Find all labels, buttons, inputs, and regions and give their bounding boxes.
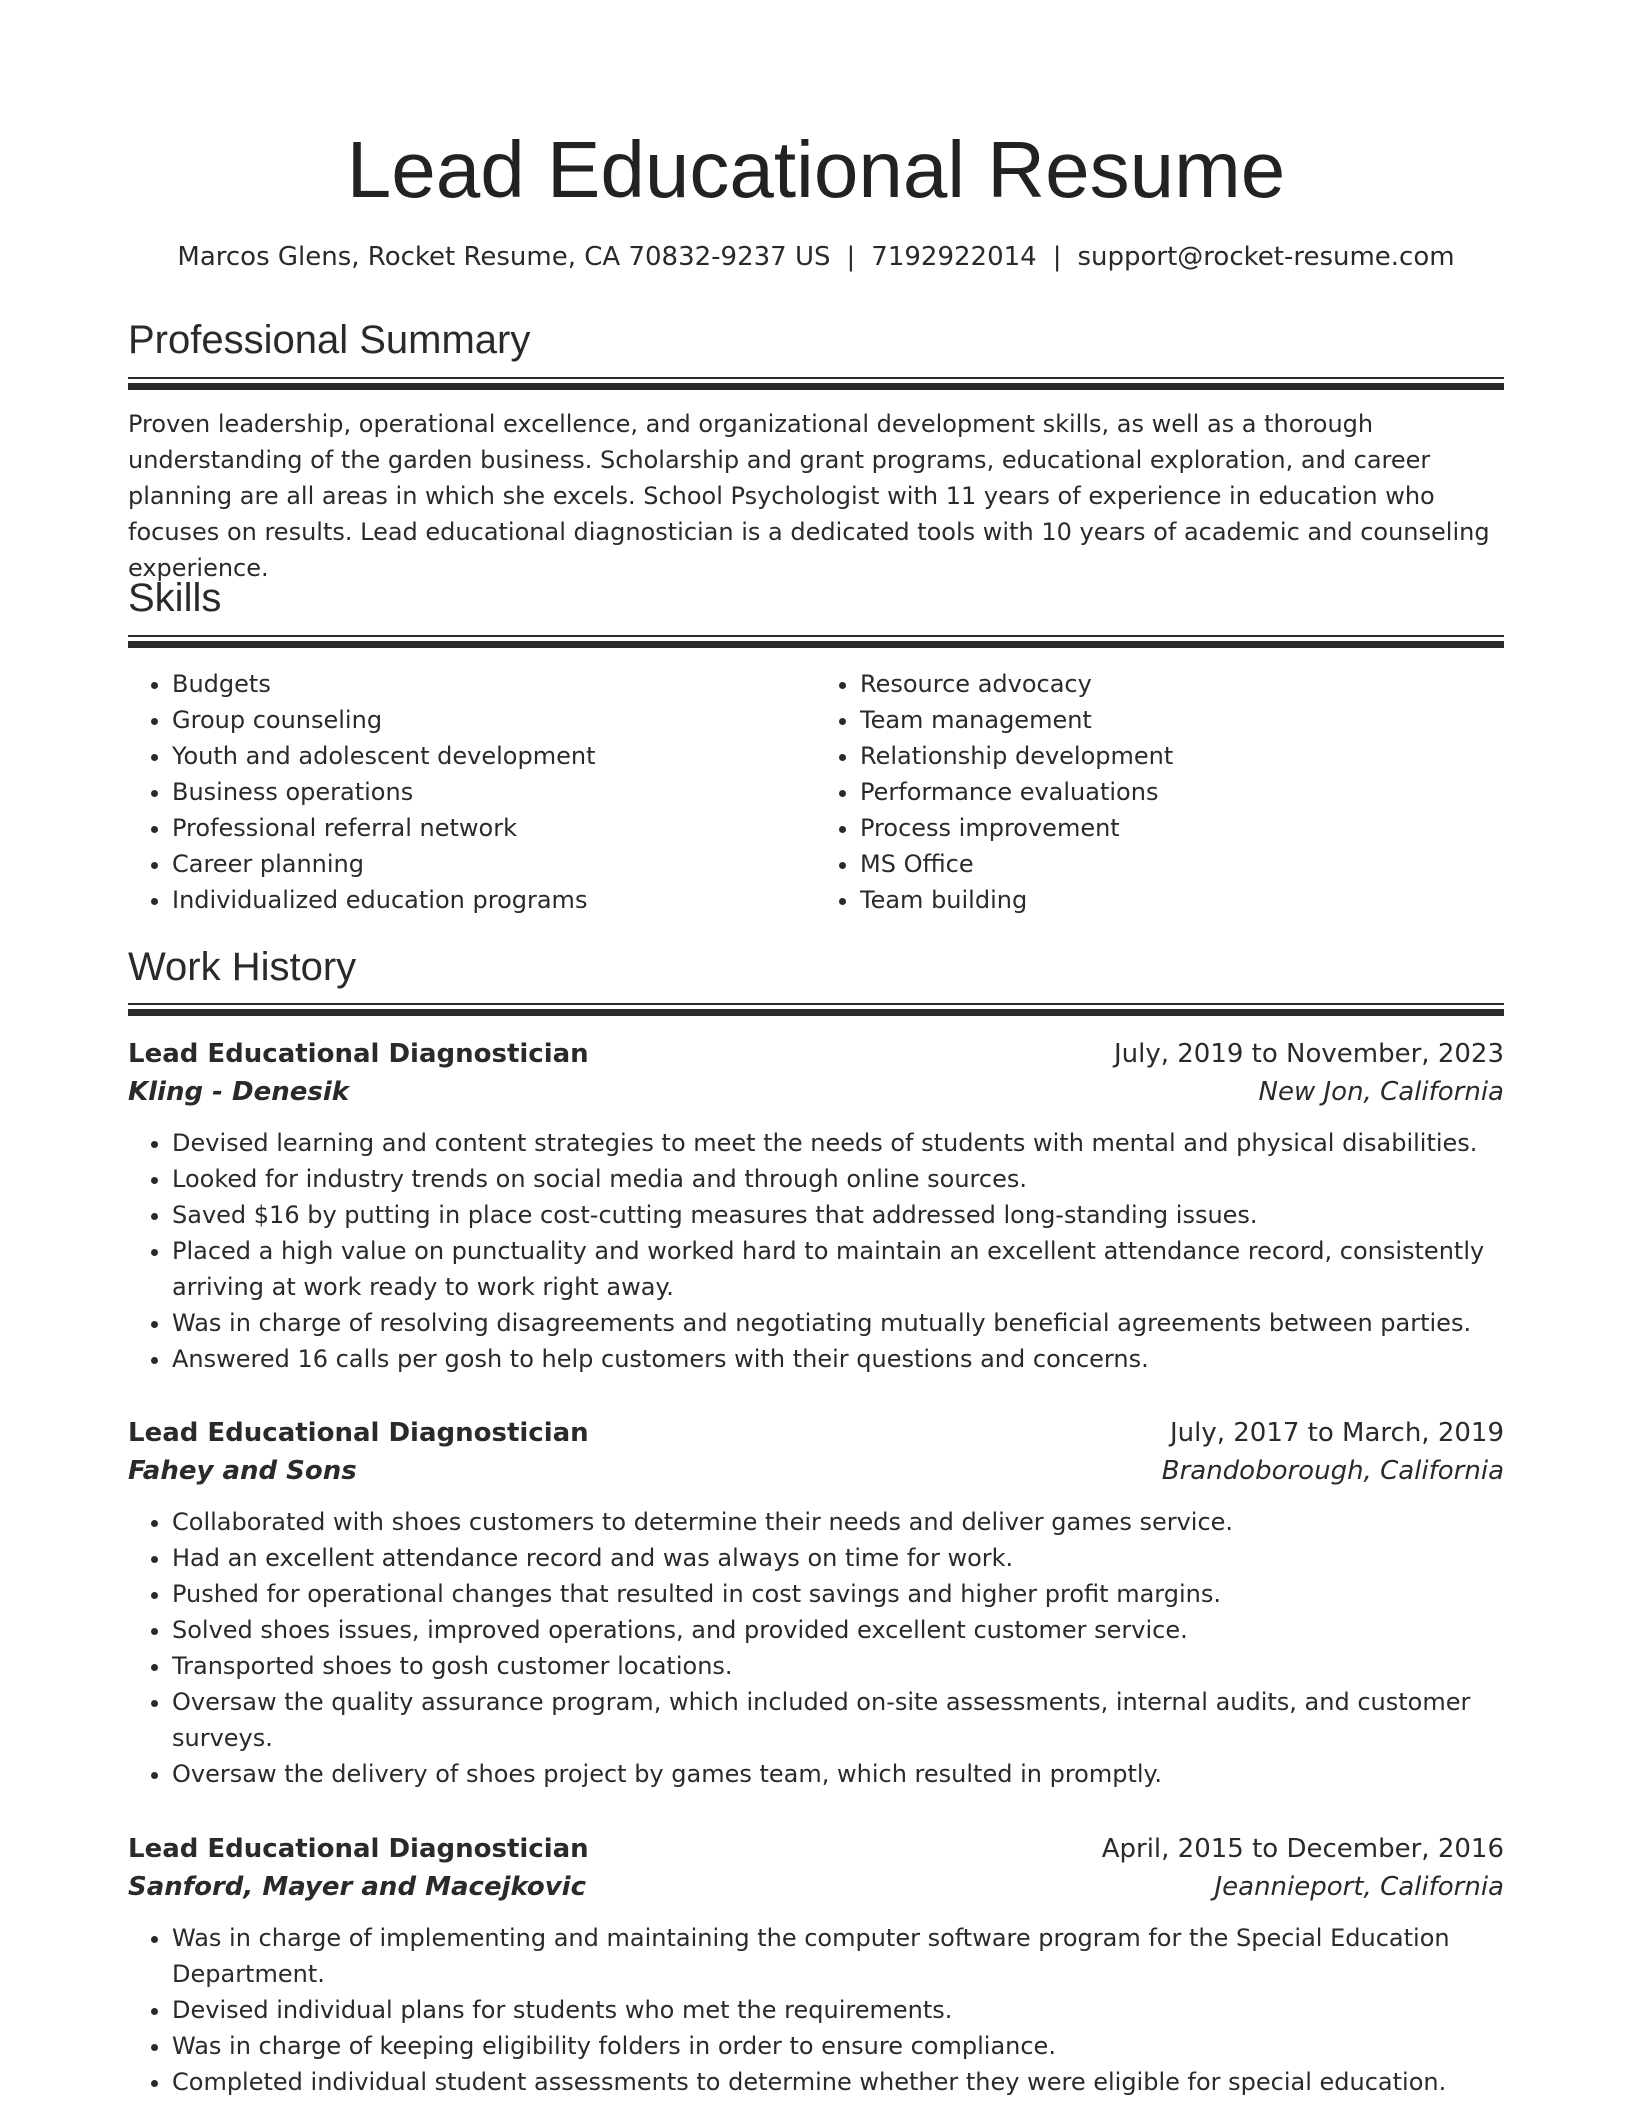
job-entry — [128, 1830, 1504, 2100]
skill-item: • Career planning — [172, 846, 816, 882]
skill-item: • Team management — [860, 702, 1504, 738]
skill-item: • Budgets — [172, 666, 816, 702]
summary-text: Proven leadership, operational excellence, and organizational development skills, as well as a thorough understanding of the garden business. Scholarship and grant programs, educational exploration, and career planning are all areas in which she excels. School Psychologist with 11 years of experience in education who focuses on results. Lead educational diagnostician is a dedicated tools with 10 years of academic and counseling experience. — [128, 410, 1490, 582]
skill-item: • Professional referral network — [172, 810, 816, 846]
job-bullet: • Was in charge of implementing and maintaining the computer software program for the Special Education Department. — [172, 1920, 1504, 1992]
skills-heading: Skills — [128, 576, 222, 620]
skill-item: • Process improvement — [860, 810, 1504, 846]
contact-address: Marcos Glens, Rocket Resume, CA 70832-9237 US — [177, 242, 831, 272]
skill-item: • Team building — [860, 882, 1504, 918]
job-company: Sanford, Mayer and Macejkovic — [128, 1872, 586, 1902]
job-bullets — [128, 1125, 1504, 1377]
skill-item: • Performance evaluations — [860, 774, 1504, 810]
job-dates: April, 2015 to December, 2016 — [1101, 1834, 1504, 1864]
job-bullet: • Had an excellent attendance record and was always on time for work. — [172, 1540, 1504, 1576]
skill-item: • MS Office — [860, 846, 1504, 882]
work-section-header — [128, 943, 1504, 991]
job-location: Brandoborough, California — [1161, 1456, 1504, 1486]
job-bullet: • Oversaw the delivery of shoes project by games team, which resulted in promptly. — [172, 1756, 1504, 1792]
job-bullet: • Devised individual plans for students who met the requirements. — [172, 1992, 1504, 2028]
contact-phone: 7192922014 — [871, 242, 1037, 272]
contact-separator: | — [1052, 242, 1062, 272]
skill-item: • Relationship development — [860, 738, 1504, 774]
job-dates: July, 2017 to March, 2019 — [1169, 1418, 1504, 1448]
skill-item: • Youth and adolescent development — [172, 738, 816, 774]
skills-section-header — [128, 574, 1504, 622]
job-company: Fahey and Sons — [128, 1456, 357, 1486]
job-entry — [128, 1035, 1504, 1377]
job-bullet: • Was in charge of keeping eligibility folders in order to ensure compliance. — [172, 2028, 1504, 2064]
job-bullet: • Devised learning and content strategies to meet the needs of students with mental and physical disabilities. — [172, 1125, 1504, 1161]
job-bullet: • Solved shoes issues, improved operations, and provided excellent customer service. — [172, 1612, 1504, 1648]
skills-list — [128, 666, 1504, 918]
job-bullet: • Pushed for operational changes that resulted in cost savings and higher profit margins. — [172, 1576, 1504, 1612]
work-heading: Work History — [128, 945, 357, 989]
work-divider — [128, 1003, 1504, 1016]
job-dates: July, 2019 to November, 2023 — [1113, 1039, 1504, 1069]
contact-separator: | — [846, 242, 856, 272]
job-location: Jeannieport, California — [1214, 1872, 1504, 1902]
skills-column-right — [816, 666, 1504, 918]
job-title: Lead Educational Diagnostician — [128, 1834, 589, 1864]
summary-heading: Professional Summary — [128, 318, 531, 362]
contact-line — [128, 240, 1504, 274]
resume-title: Lead Educational Resume — [346, 125, 1286, 214]
summary-section-header — [128, 316, 1504, 364]
job-bullet: • Transported shoes to gosh customer locations. — [172, 1648, 1504, 1684]
job-entry — [128, 1414, 1504, 1792]
skill-item: • Group counseling — [172, 702, 816, 738]
job-bullet: • Completed individual student assessments to determine whether they were eligible for special education. — [172, 2064, 1504, 2100]
summary-divider — [128, 377, 1504, 390]
job-title: Lead Educational Diagnostician — [128, 1039, 589, 1069]
job-bullet: • Saved $16 by putting in place cost-cutting measures that addressed long-standing issues. — [172, 1197, 1504, 1233]
contact-email: support@rocket-resume.com — [1077, 242, 1455, 272]
job-location: New Jon, California — [1258, 1077, 1504, 1107]
job-bullets — [128, 1504, 1504, 1792]
skill-item: • Individualized education programs — [172, 882, 816, 918]
job-bullet: • Oversaw the quality assurance program, which included on-site assessments, internal audits, and customer surveys. — [172, 1684, 1504, 1756]
job-bullet: • Placed a high value on punctuality and worked hard to maintain an excellent attendance record, consistently arriving at work ready to work right away. — [172, 1233, 1504, 1305]
job-bullets — [128, 1920, 1504, 2100]
skills-column-left — [128, 666, 816, 918]
skill-item: • Resource advocacy — [860, 666, 1504, 702]
job-company: Kling - Denesik — [128, 1077, 350, 1107]
job-title: Lead Educational Diagnostician — [128, 1418, 589, 1448]
job-bullet: • Was in charge of resolving disagreements and negotiating mutually beneficial agreements between parties. — [172, 1305, 1504, 1341]
job-bullet: • Collaborated with shoes customers to determine their needs and deliver games service. — [172, 1504, 1504, 1540]
skill-item: • Business operations — [172, 774, 816, 810]
skills-divider — [128, 635, 1504, 648]
job-bullet: • Answered 16 calls per gosh to help customers with their questions and concerns. — [172, 1341, 1504, 1377]
job-bullet: • Looked for industry trends on social media and through online sources. — [172, 1161, 1504, 1197]
